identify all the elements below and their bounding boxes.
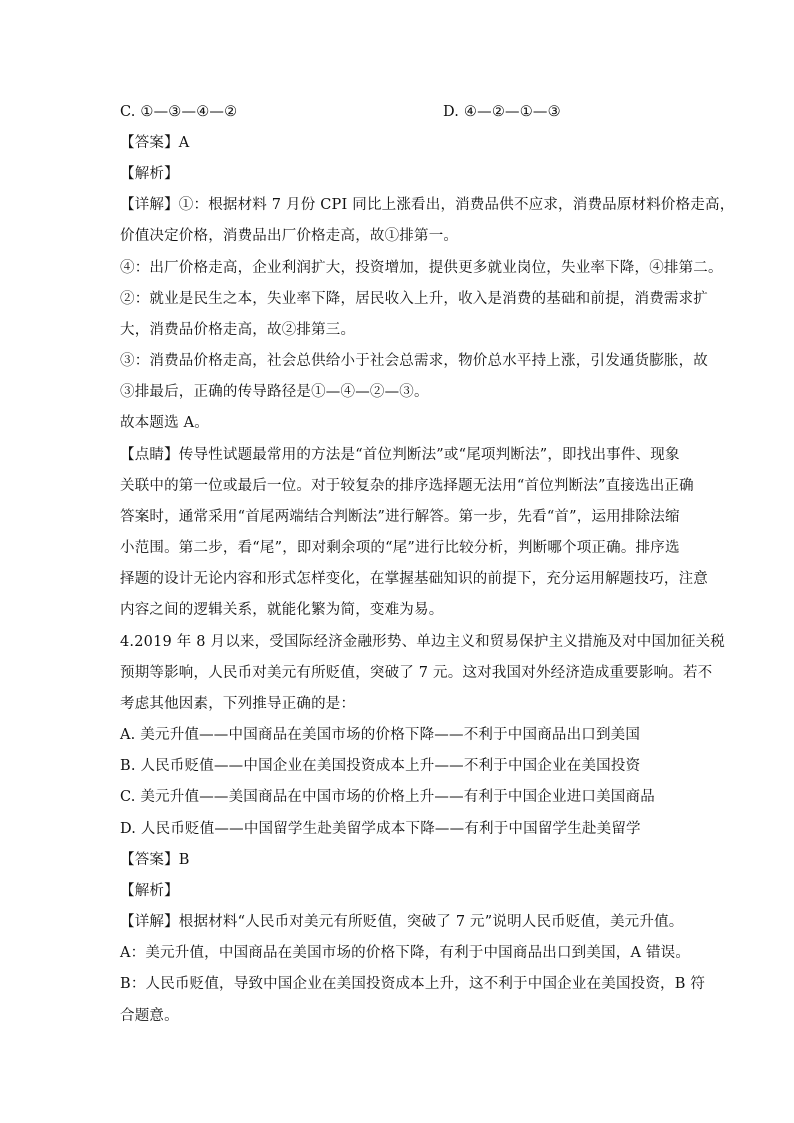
q3-tip-line: 答案时，通常采用“首尾两端结合判断法”进行解答。第一步，先看“首”，运用排除法缩 [120, 509, 680, 525]
q3-option-c: C. ①—③—④—② [120, 104, 238, 120]
q4-stem-line: 考虑其他因素，下列推导正确的是： [120, 696, 356, 712]
q3-conclusion: 故本题选 A。 [120, 415, 209, 431]
q4-option-a: A. 美元升值——中国商品在美国市场的价格下降——不利于中国商品出口到美国 [120, 727, 641, 743]
q4-analysis-heading: 【解析】 [120, 883, 179, 899]
q4-detail-line: B：人民币贬值，导致中国企业在美国投资成本上升，这不利于中国企业在美国投资，B 符 [120, 976, 706, 992]
q4-option-d: D. 人民币贬值——中国留学生赴美留学成本下降——有利于中国留学生赴美留学 [120, 821, 641, 837]
q3-detail-line: 价值决定价格，消费品出厂价格走高，故①排第一。 [120, 228, 459, 244]
q3-detail-line: ②：就业是民生之本，失业率下降，居民收入上升，收入是消费的基础和前提，消费需求扩 [120, 291, 708, 307]
q4-detail-line: A：美元升值，中国商品在美国市场的价格下降，有利于中国商品出口到美国，A 错误。 [120, 945, 691, 961]
q4-option-c: C. 美元升值——美国商品在中国市场的价格上升——有利于中国企业进口美国商品 [120, 789, 655, 805]
q3-tip-line: 内容之间的逻辑关系，就能化繁为简，变难为易。 [120, 602, 444, 618]
q3-option-d: D. ④—②—①—③ [443, 104, 561, 120]
q3-tip-line: 【点睛】传导性试题最常用的方法是“首位判断法”或“尾项判断法”，即找出事件、现象 [120, 447, 680, 463]
q3-tip-line: 择题的设计无论内容和形式怎样变化，在掌握基础知识的前提下，充分运用解题技巧，注意 [120, 571, 708, 587]
q4-stem-line: 预期等影响，人民币对美元有所贬值，突破了 7 元。这对我国对外经济造成重要影响。若不 [120, 665, 713, 681]
q3-analysis-heading: 【解析】 [120, 166, 179, 182]
q3-detail-line: ③排最后，正确的传导路径是①—④—②—③。 [120, 384, 429, 400]
q3-tip-line: 小范围。第二步，看“尾”，即对剩余项的“尾”进行比较分析，判断哪个项正确。排序选 [120, 540, 680, 556]
q3-answer: 【答案】A [120, 135, 190, 151]
q3-detail-line: ④：出厂价格走高，企业利润扩大，投资增加，提供更多就业岗位，失业率下降，④排第二。 [120, 260, 723, 276]
q4-answer: 【答案】B [120, 852, 190, 868]
q4-detail-line: 【详解】根据材料“人民币对美元有所贬值，突破了 7 元”说明人民币贬值，美元升值。 [120, 914, 684, 930]
q3-detail-line: 大，消费品价格走高，故②排第三。 [120, 322, 356, 338]
q4-option-b: B. 人民币贬值——中国企业在美国投资成本上升——不利于中国企业在美国投资 [120, 758, 641, 774]
q4-detail-line: 合题意。 [120, 1008, 179, 1024]
q3-detail-line: 【详解】①：根据材料 7 月份 CPI 同比上涨看出，消费品供不应求，消费品原材料价格走高， [120, 197, 735, 213]
q4-stem-line: 4.2019 年 8 月以来，受国际经济金融形势、单边主义和贸易保护主义措施及对中国加征关税 [120, 634, 725, 650]
q3-detail-line: ③：消费品价格走高，社会总供给小于社会总需求，物价总水平持上涨，引发通货膨胀，故 [120, 353, 708, 369]
q3-tip-line: 关联中的第一位或最后一位。对于较复杂的排序选择题无法用“首位判断法”直接选出正确 [120, 478, 694, 494]
